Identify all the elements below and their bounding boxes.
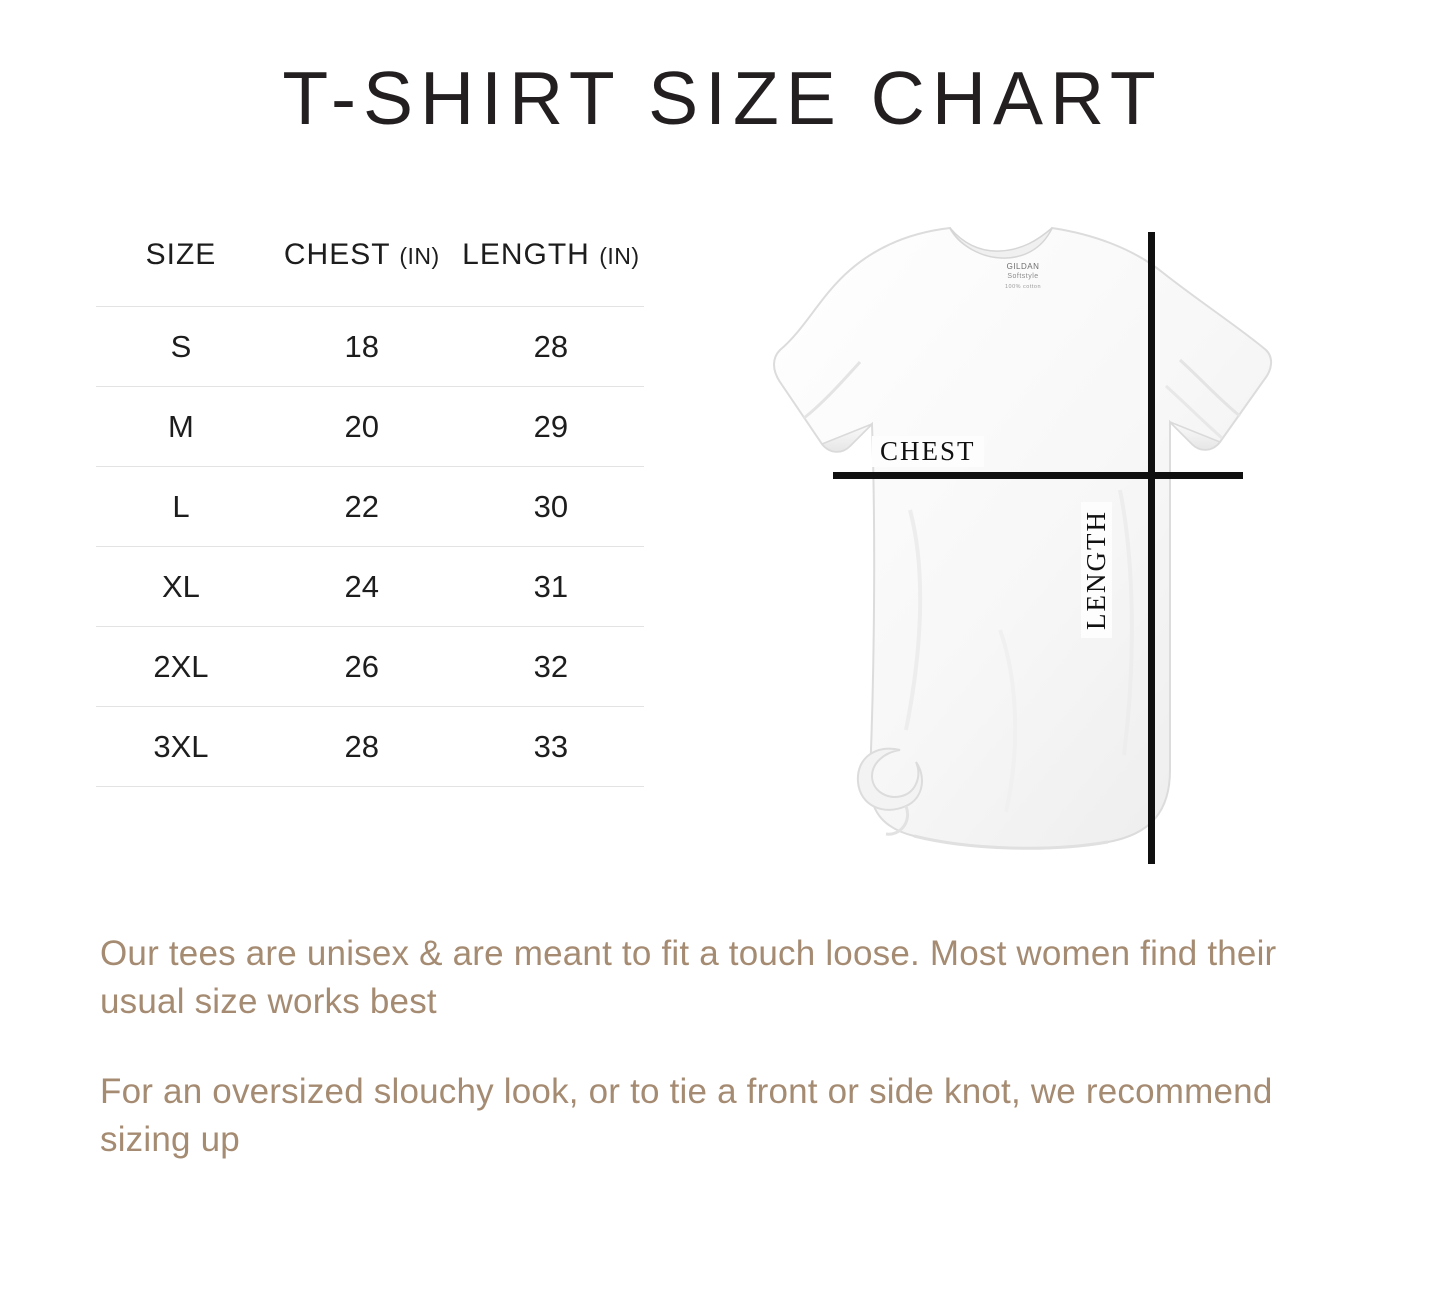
size-chart-table-wrapper (96, 238, 644, 787)
brand-tag-line1: GILDAN (1006, 262, 1040, 271)
size-chart-table (96, 238, 644, 787)
fit-notes (100, 930, 1360, 1164)
page-title: T-SHIRT SIZE CHART (282, 56, 1163, 140)
column-header-size (96, 238, 266, 307)
length-measure-line (1148, 232, 1155, 864)
table-row (96, 387, 644, 467)
cell-length: 31 (533, 569, 569, 604)
column-header-chest-unit: (IN) (399, 243, 440, 269)
cell-size: 3XL (153, 729, 209, 764)
brand-tag (993, 262, 1053, 292)
column-header-length-label: LENGTH (462, 238, 590, 271)
table-row (96, 707, 644, 787)
table-row (96, 307, 644, 387)
cell-chest: 28 (344, 729, 380, 764)
table-header (96, 238, 644, 307)
cell-length: 29 (533, 409, 569, 444)
column-header-size-label: SIZE (145, 238, 217, 271)
table-row (96, 467, 644, 547)
cell-length: 32 (533, 649, 569, 684)
tshirt-diagram (700, 210, 1360, 890)
cell-size: M (168, 409, 194, 444)
length-label: LENGTH (1081, 502, 1112, 638)
cell-size: S (170, 329, 192, 364)
fit-note-1: Our tees are unisex & are meant to fit a touch loose. Most women find their usual size works best (100, 934, 1277, 1021)
table-row (96, 627, 644, 707)
tshirt-icon (700, 210, 1360, 890)
cell-length: 30 (533, 489, 569, 524)
cell-chest: 18 (344, 329, 380, 364)
brand-tag-line3: 100% cotton (1004, 284, 1042, 290)
cell-chest: 24 (344, 569, 380, 604)
cell-size: 2XL (153, 649, 209, 684)
cell-chest: 26 (344, 649, 380, 684)
cell-length: 28 (533, 329, 569, 364)
chest-label: CHEST (872, 436, 984, 467)
cell-chest: 20 (344, 409, 380, 444)
brand-tag-line2: Softstyle (1007, 273, 1039, 280)
cell-size: L (172, 489, 190, 524)
column-header-length-unit: (IN) (599, 243, 640, 269)
column-header-chest-label: CHEST (283, 238, 390, 271)
table-body (96, 307, 644, 787)
cell-chest: 22 (344, 489, 380, 524)
column-header-length (458, 238, 644, 307)
cell-size: XL (161, 569, 200, 604)
table-row (96, 547, 644, 627)
cell-length: 33 (533, 729, 569, 764)
fit-note-2: For an oversized slouchy look, or to tie a front or side knot, we recommend sizing up (100, 1072, 1273, 1159)
table-header-row (96, 238, 644, 307)
chest-measure-line (833, 472, 1243, 479)
column-header-chest (266, 238, 458, 307)
